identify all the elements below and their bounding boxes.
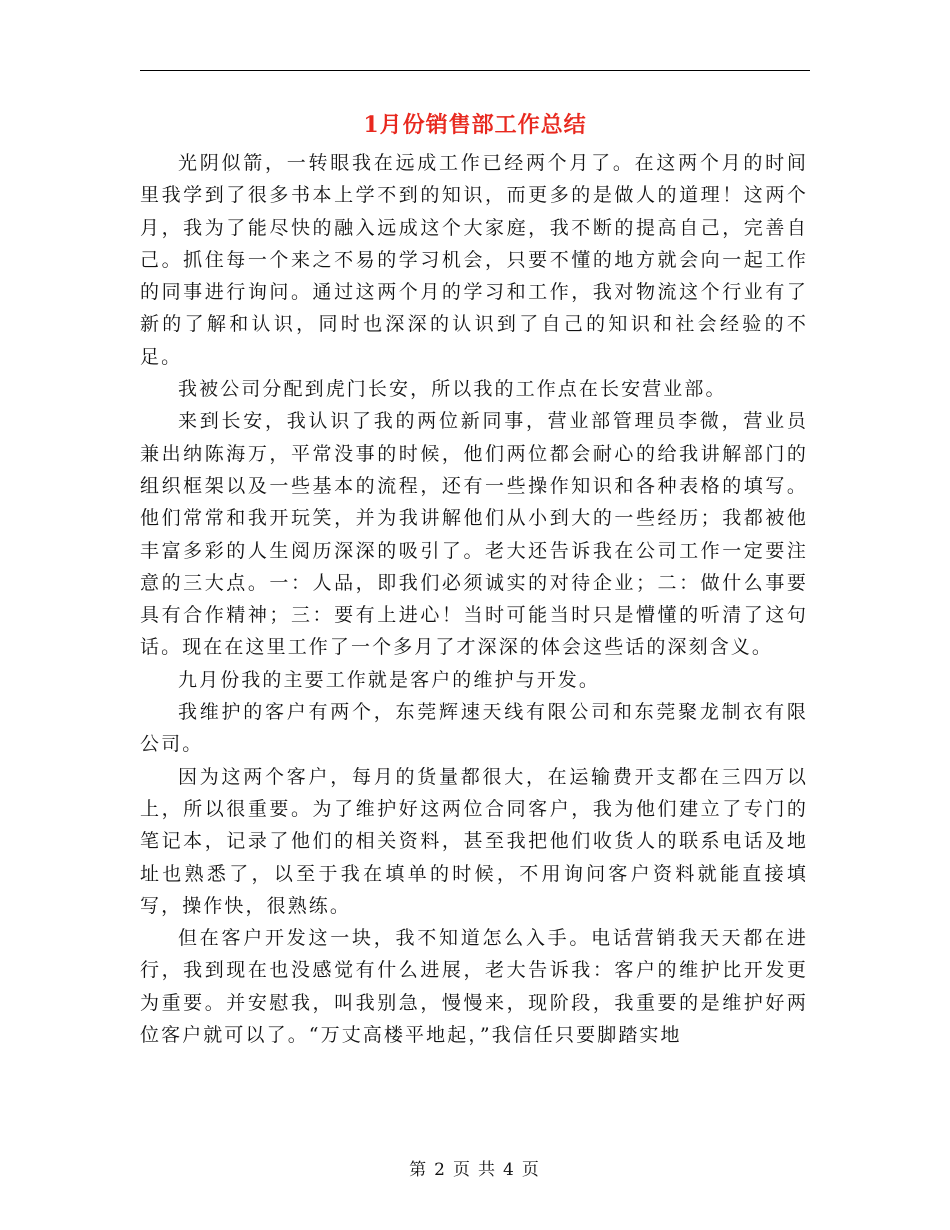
paragraph: 光阴似箭，一转眼我在远成工作已经两个月了。在这两个月的时间里我学到了很多书本上学不到的知识，而更多的是做人的道理！这两个月，我为了能尽快的融入远成这个大家庭，我不断的提高自己，完善自己。抓住每一个来之不易的学习机会，只要不懂的地方就会向一起工作的同事进行询问。通过这两个月的学习和工作，我对物流这个行业有了新的了解和认识，同时也深深的认识到了自己的知识和社会经验的不足。 bbox=[140, 152, 808, 368]
footer-total-word: 共 bbox=[478, 1160, 497, 1180]
paragraph: 九月份我的主要工作就是客户的维护与开发。 bbox=[178, 668, 601, 691]
document-title: 1月份销售部工作总结 bbox=[363, 112, 587, 138]
paragraph: 但在客户开发这一块，我不知道怎么入手。电话营销我天天都在进行，我到现在也没感觉有什么进展，老大告诉我：客户的维护比开发更为重要。并安慰我，叫我别急，慢慢来，现阶段，我重要的是维护好两位客户就可以了。“万丈高楼平地起，”我信任只要脚踏实地 bbox=[140, 927, 808, 1047]
paragraph: 我维护的客户有两个，东莞辉速天线有限公司和东莞聚龙制衣有限公司。 bbox=[140, 701, 808, 756]
footer-suffix: 页 bbox=[521, 1160, 541, 1180]
page-footer bbox=[0, 1155, 950, 1180]
paragraph: 因为这两个客户，每月的货量都很大，在运输费开支都在三四万以上，所以很重要。为了维护好这两位合同客户，我为他们建立了专门的笔记本，记录了他们的相关资料，甚至我把他们收货人的联系电话及地址也熟悉了，以至于我在填单的时候，不用询问客户资料就能直接填写，操作快，很熟练。 bbox=[140, 765, 808, 917]
header-rule bbox=[140, 70, 810, 71]
footer-total-pages: 4 bbox=[503, 1160, 516, 1180]
document-body bbox=[140, 147, 808, 1051]
footer-page-word: 页 bbox=[453, 1160, 472, 1180]
footer-prefix: 第 bbox=[409, 1160, 429, 1180]
paragraph: 我被公司分配到虎门长安，所以我的工作点在长安营业部。 bbox=[178, 378, 727, 401]
paragraph: 来到长安，我认识了我的两位新同事，营业部管理员李微，营业员兼出纳陈海万，平常没事的时候，他们两位都会耐心的给我讲解部门的组织框架以及一些基本的流程，还有一些操作知识和各种表格的填写。他们常常和我开玩笑，并为我讲解他们从小到大的一些经历；我都被他丰富多彩的人生阅历深深的吸引了。老大还告诉我在公司工作一定要注意的三大点。一：人品，即我们必须诚实的对待企业；二：做什么事要具有合作精神；三：要有上进心！当时可能当时只是懵懂的听清了这句话。现在在这里工作了一个多月了才深深的体会这些话的深刻含义。 bbox=[140, 410, 808, 659]
footer-current-page: 2 bbox=[434, 1160, 447, 1180]
